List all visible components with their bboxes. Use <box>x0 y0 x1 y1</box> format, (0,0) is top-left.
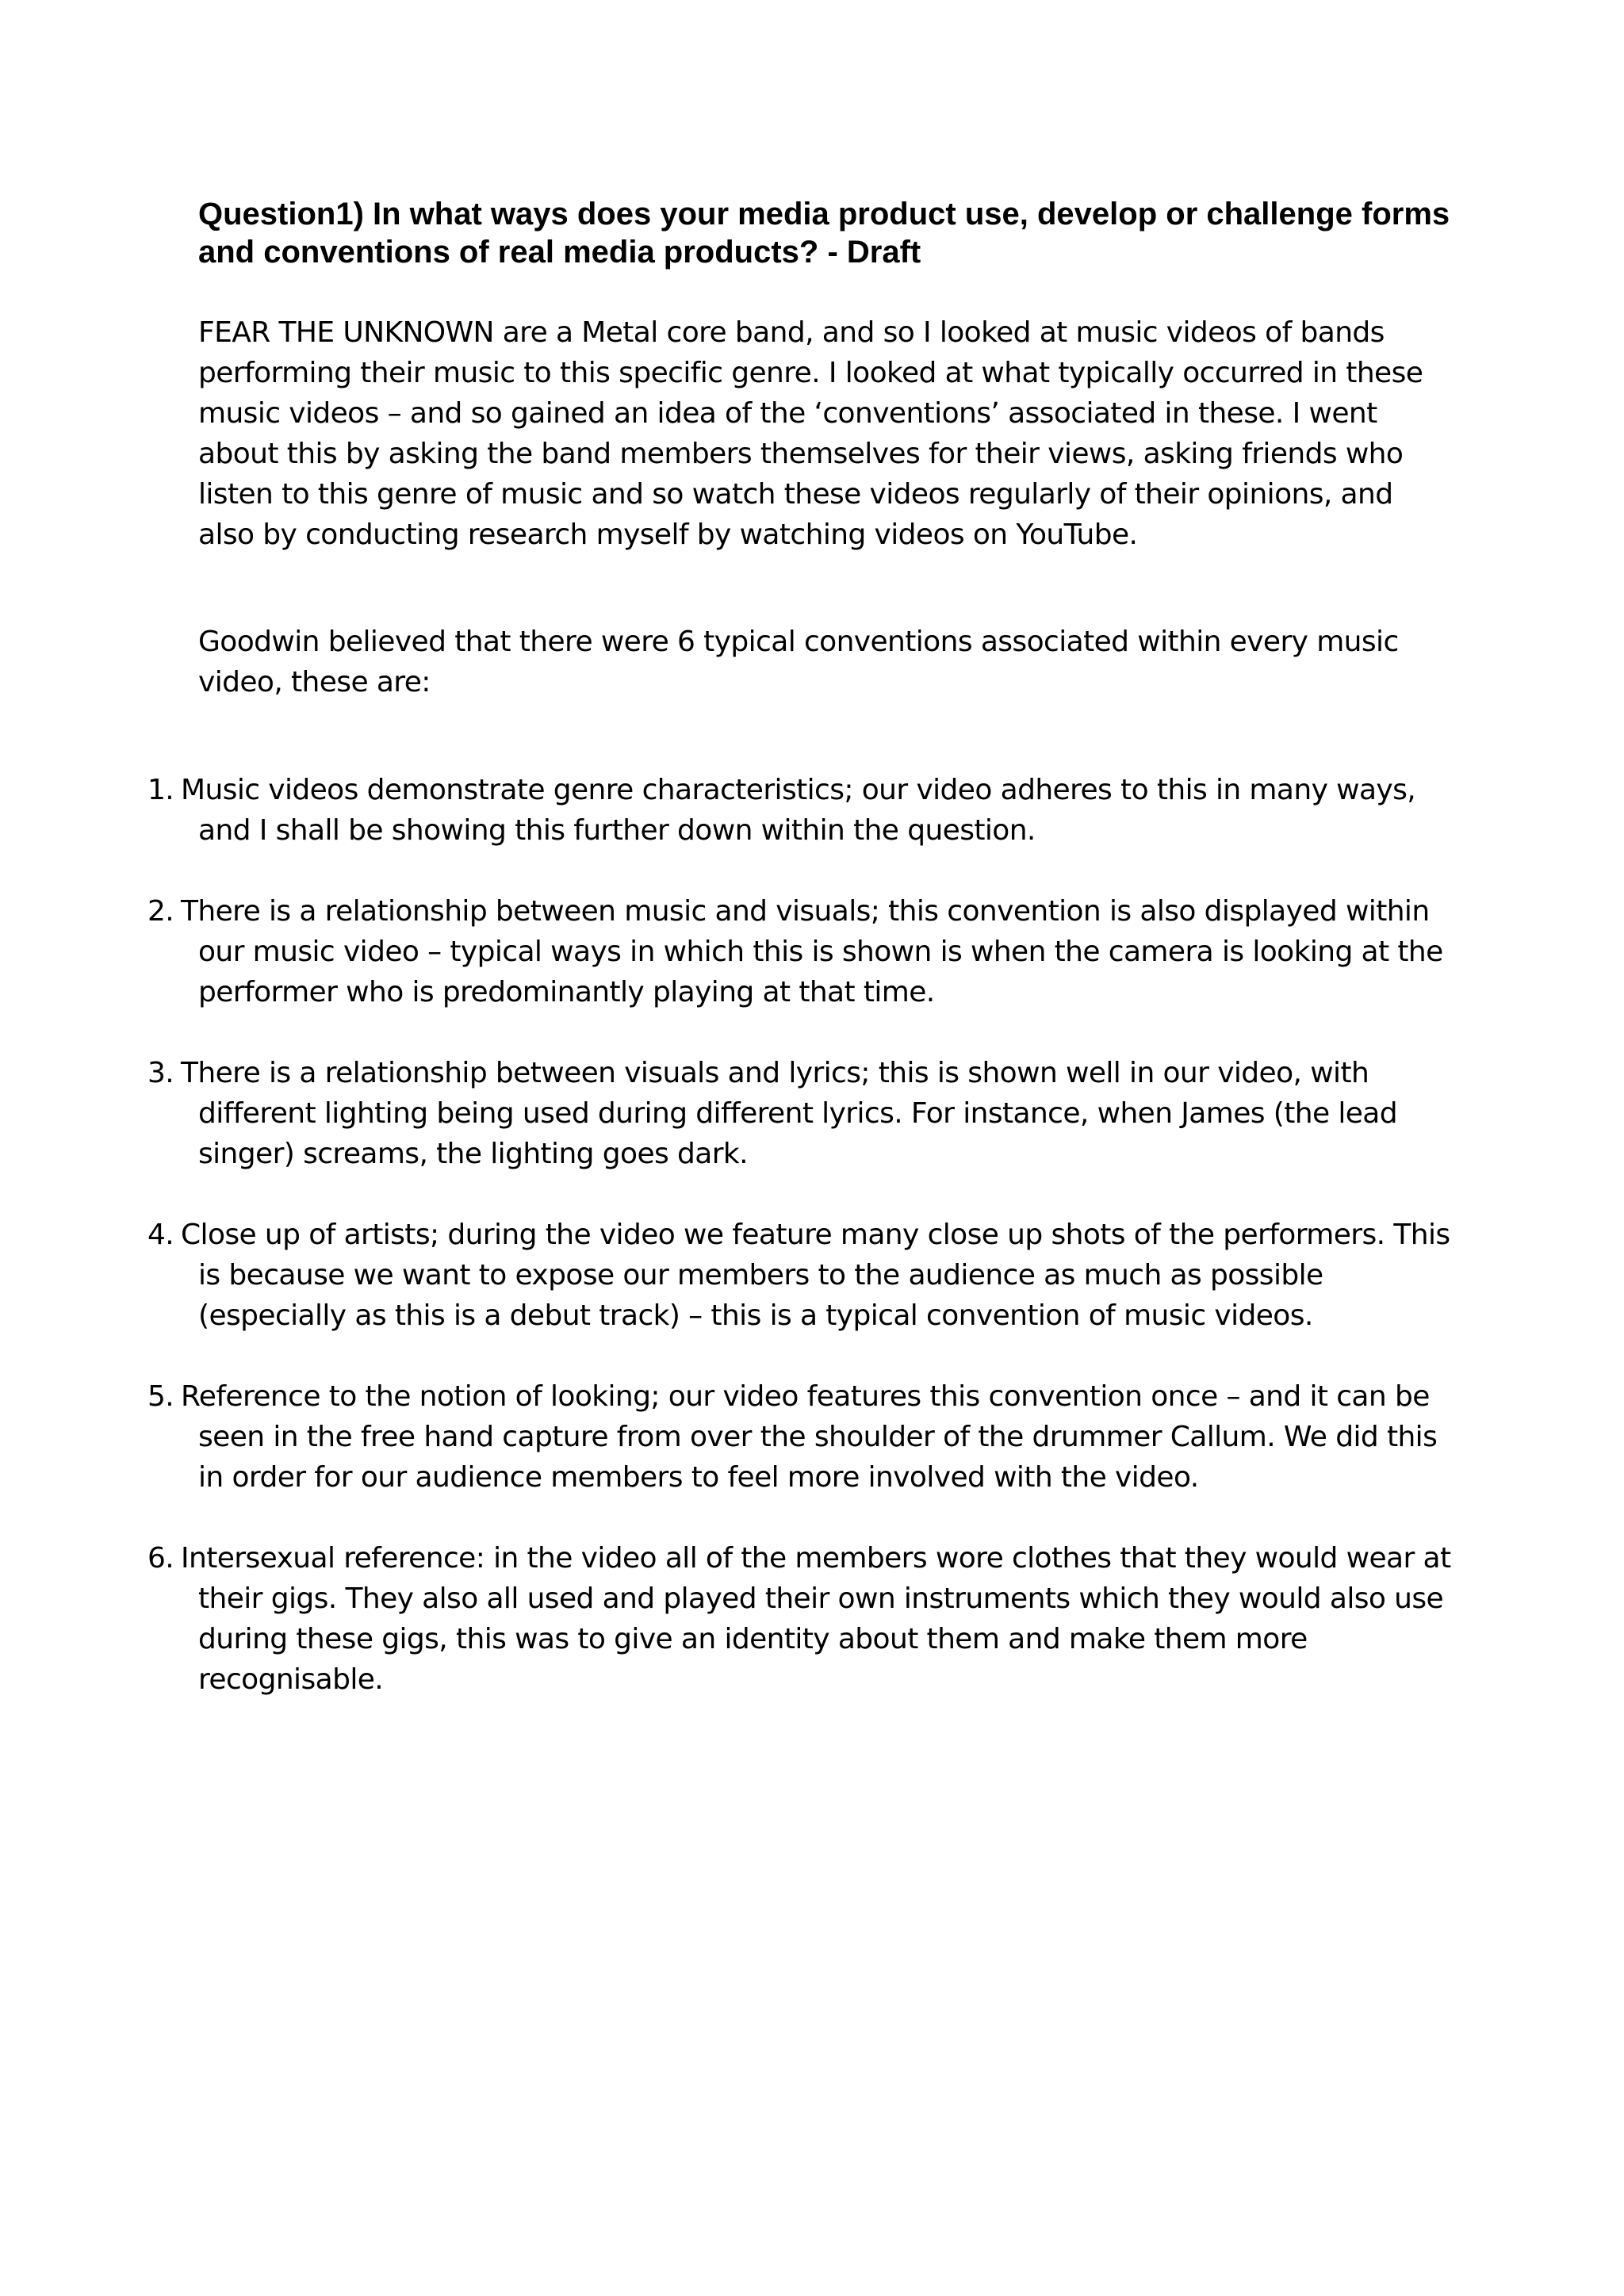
list-item-number: 4. <box>147 1219 174 1251</box>
list-item <box>147 891 1451 1012</box>
list-item-number: 6. <box>147 1542 174 1575</box>
list-item <box>147 1215 1451 1336</box>
list-item-text: There is a relationship between visuals and lyrics; this is shown well in our video, with different lighting being used during different lyrics. For instance, when James (the lead singer) screams, the lighting goes dark. <box>181 1057 1398 1170</box>
list-item-number: 2. <box>147 895 174 928</box>
list-item-text: Music videos demonstrate genre characteristics; our video adheres to this in many ways, and I shall be showing this further down within the question. <box>181 774 1416 847</box>
goodwin-paragraph: Goodwin believed that there were 6 typical conventions associated within every music video, these are: <box>198 626 1399 698</box>
intro-paragraph: FEAR THE UNKNOWN are a Metal core band, and so I looked at music videos of bands performing their music to this specific genre. I looked at what typically occurred in these music videos – and so gained an idea of the ‘conventions’ associated in these. I went about this by asking the band members themselves for their views, asking friends who listen to this genre of music and so watch these videos regularly of their opinions, and also by conducting research myself by watching videos on YouTube. <box>198 316 1423 551</box>
list-item-text: Reference to the notion of looking; our video features this convention once – and it can be seen in the free hand capture from over the shoulder of the drummer Callum. We did this in order for our audience members to feel more involved with the video. <box>181 1380 1438 1494</box>
list-item-number: 1. <box>147 774 174 806</box>
page-title: Question1) In what ways does your media product use, develop or challenge forms and conventions of real media products? - Draft <box>198 197 1450 270</box>
list-item-number: 5. <box>147 1380 174 1413</box>
list-item <box>147 770 1451 851</box>
list-item <box>147 1053 1451 1174</box>
list-item-text: Close up of artists; during the video we feature many close up shots of the performers. This is because we want to expose our members to the audience as much as possible (especially as this is a debut track) – this is a typical convention of music videos. <box>181 1219 1450 1332</box>
list-item <box>147 1376 1451 1498</box>
list-item <box>147 1538 1451 1700</box>
list-item-number: 3. <box>147 1057 174 1089</box>
list-item-text: Intersexual reference: in the video all of the members wore clothes that they would wear at their gigs. They also all used and played their own instruments which they would also use during these gigs, this was to give an identity about them and make them more recognisable. <box>181 1542 1451 1696</box>
list-item-text: There is a relationship between music and visuals; this convention is also displayed within our music video – typical ways in which this is shown is when the camera is looking at the performer who is predominantly playing at that time. <box>181 895 1443 1008</box>
